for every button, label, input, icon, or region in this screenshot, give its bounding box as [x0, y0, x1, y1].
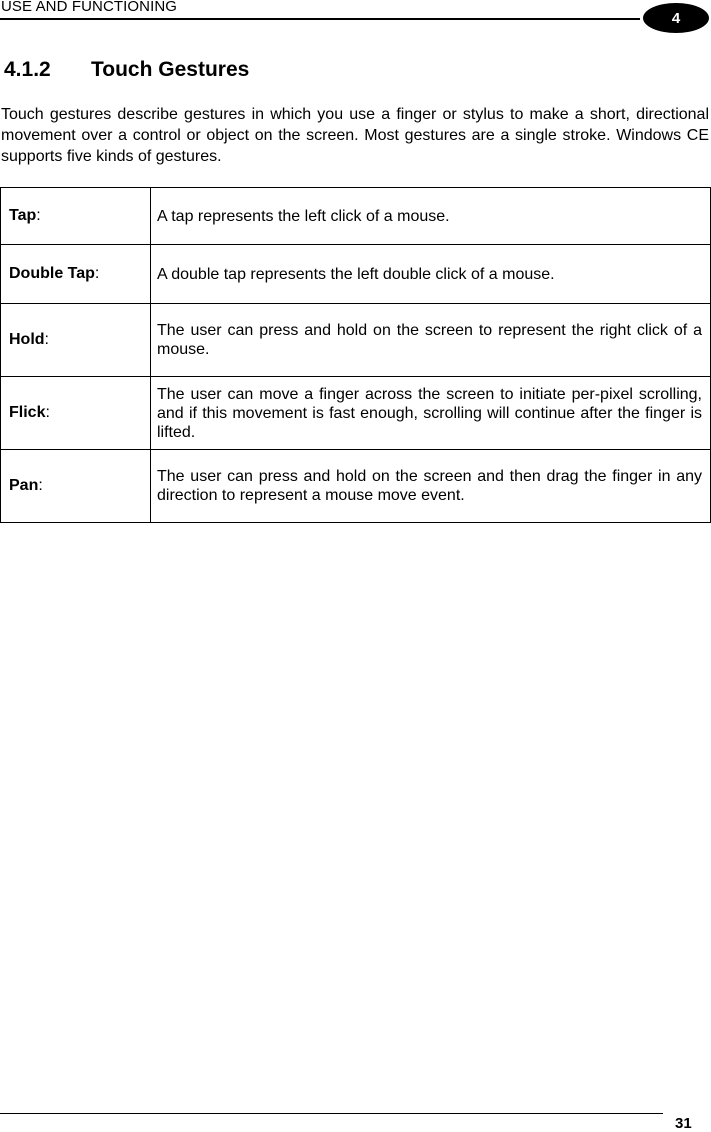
gesture-term-label: Double Tap — [9, 265, 95, 282]
gesture-term — [1, 450, 151, 523]
gesture-term-label: Tap — [9, 207, 37, 224]
table-row — [1, 377, 711, 450]
chapter-badge: 4 — [643, 3, 709, 33]
footer-rule — [0, 1113, 663, 1114]
gesture-description: A tap represents the left click of a mouse. — [151, 188, 711, 245]
header-rule — [0, 18, 640, 20]
gestures-table — [0, 187, 711, 523]
gesture-description: The user can press and hold on the screen and then drag the finger in any direction to represent a mouse move event. — [151, 450, 711, 523]
gesture-term — [1, 377, 151, 450]
table-row — [1, 188, 711, 245]
gesture-term — [1, 304, 151, 377]
section-number: 4.1.2 — [4, 58, 51, 81]
gesture-term — [1, 245, 151, 304]
page-number: 31 — [675, 1115, 692, 1132]
gesture-term-colon: : — [94, 265, 100, 282]
table-row — [1, 304, 711, 377]
gesture-term-colon: : — [44, 331, 49, 348]
table-row — [1, 450, 711, 523]
gesture-term-label: Hold — [9, 331, 45, 348]
section-heading — [4, 57, 249, 83]
section-title: Touch Gestures — [91, 58, 250, 81]
gesture-term-colon: : — [36, 207, 41, 224]
table-row — [1, 245, 711, 304]
gesture-term-label: Flick — [9, 404, 46, 421]
gesture-description: The user can press and hold on the screen to represent the right click of a mouse. — [151, 304, 711, 377]
gesture-description: The user can move a finger across the screen to initiate per-pixel scrolling, and if this movement is fast enough, scrolling will continue after the finger is lifted. — [151, 377, 711, 450]
gesture-term-colon: : — [38, 477, 43, 494]
intro-paragraph: Touch gestures describe gestures in which you use a finger or stylus to make a short, directional movement over a control or object on the screen. Most gestures are a single stroke. Windows CE supports five kinds of gestures. — [1, 106, 709, 165]
gesture-term-label: Pan — [9, 477, 39, 494]
gesture-description: A double tap represents the left double click of a mouse. — [151, 245, 711, 304]
gesture-term-colon: : — [45, 404, 50, 421]
running-header-title: USE AND FUNCTIONING — [1, 0, 178, 15]
gesture-term — [1, 188, 151, 245]
